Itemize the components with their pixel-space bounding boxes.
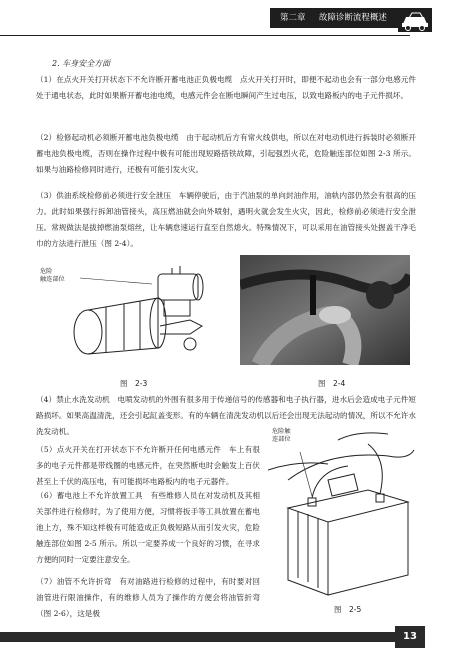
battery-figure <box>268 430 416 600</box>
figure-2-4-caption: 图 2-4 <box>318 379 346 388</box>
car-logo-icon <box>398 4 432 32</box>
chapter-tab <box>270 8 398 28</box>
paragraph-4: （4）禁止水洗发动机 电喷发动机的外围有很多用于传递信号的传感器和电子执行器，进水后会造成电子元件短路损坏。如果高温清洗，还会引起缸盖变形。有的车辆在清洗发动机以后还会出现无法起动的情况，所以不允许水洗发动机。 <box>36 395 416 436</box>
page-footer <box>0 622 450 652</box>
header-rule <box>0 35 410 36</box>
figure-2-3-caption: 图 2-3 <box>120 379 148 388</box>
section-title: 2. 车身安全方面 <box>52 59 111 68</box>
paragraph-3: （3）供油系统检修前必须进行安全泄压 车辆停驶后，由于汽油泵的单向封油作用，油轨内部仍然会有很高的压力。此时如果强行拆卸油管接头，高压燃油就会向外喷射，遇明火就会发生火灾，因此，检修前必须进行安全泄压。常规做法是拔掉燃油泵熔丝，让车辆怠速运行直至自然熄火。特殊情况下，可以采用在油管接头处握盖干净毛巾的方法进行泄压（图 2-4）。 <box>36 191 416 248</box>
paragraph-7: （7）油管不允许折弯 有对油路进行检修的过程中，有时要对回油管进行限油操作，有的维修人员为了操作的方便会将油管折弯（图 2-6），这是极 <box>36 577 260 618</box>
figure-2-5-caption: 图 2-5 <box>334 605 362 614</box>
footer-bar <box>0 632 395 642</box>
danger-contact-label-1: 危险 触连部位 <box>40 268 65 283</box>
paragraph-1: （1）在点火开关打开状态下不允许断开蓄电池正负极电缆 点火开关打开时，即便不起动也会有一部分电感元件处于通电状态，此时如果断开蓄电池电缆，电感元件会在断电瞬间产生过电压，以致电路板内的电子元件损坏。 <box>36 75 416 100</box>
paragraph-6: （6）蓄电池上不允许放置工具 有些维修人员在对发动机及其相关部件进行检修时，为了使用方便，习惯将扳手等工具放置在蓄电池上方，殊不知这样极有可能造成正负极短路从而引发火灾，危险触连部位如图 2-5 所示。所以一定要养成一个良好的习惯，在寻求方便的同时一定要注意安全。 <box>36 491 260 564</box>
paragraph-5: （5）点火开关在打开状态下不允许断开任何电感元件 车上有很多的电子元件都是带线圈的电感元件，在突然断电时会触发上百伏甚至上千伏的高压电，有可能损坏电路板内的电子元器件。 <box>36 445 260 486</box>
starter-motor-figure <box>40 260 220 370</box>
fuel-line-photo <box>240 255 410 365</box>
page-header <box>0 8 450 28</box>
danger-contact-label-2: 危险触 连部位 <box>272 428 291 443</box>
chapter-title: 故障诊断流程概述 <box>318 13 387 23</box>
page-number: 13 <box>395 626 425 648</box>
chapter-number: 第二章 <box>280 13 306 23</box>
paragraph-2: （2）检修起动机必须断开蓄电池负极电缆 由于起动机后方有常火线供电，所以在对电动机进行拆装时必须断开蓄电池负极电缆，否则在操作过程中极有可能出现短路搭铁故障，引起强烈火花，危险触连部位如图 2-3 所示。如果与油路检修同时进行，还极有可能引发火灾。 <box>36 133 416 174</box>
